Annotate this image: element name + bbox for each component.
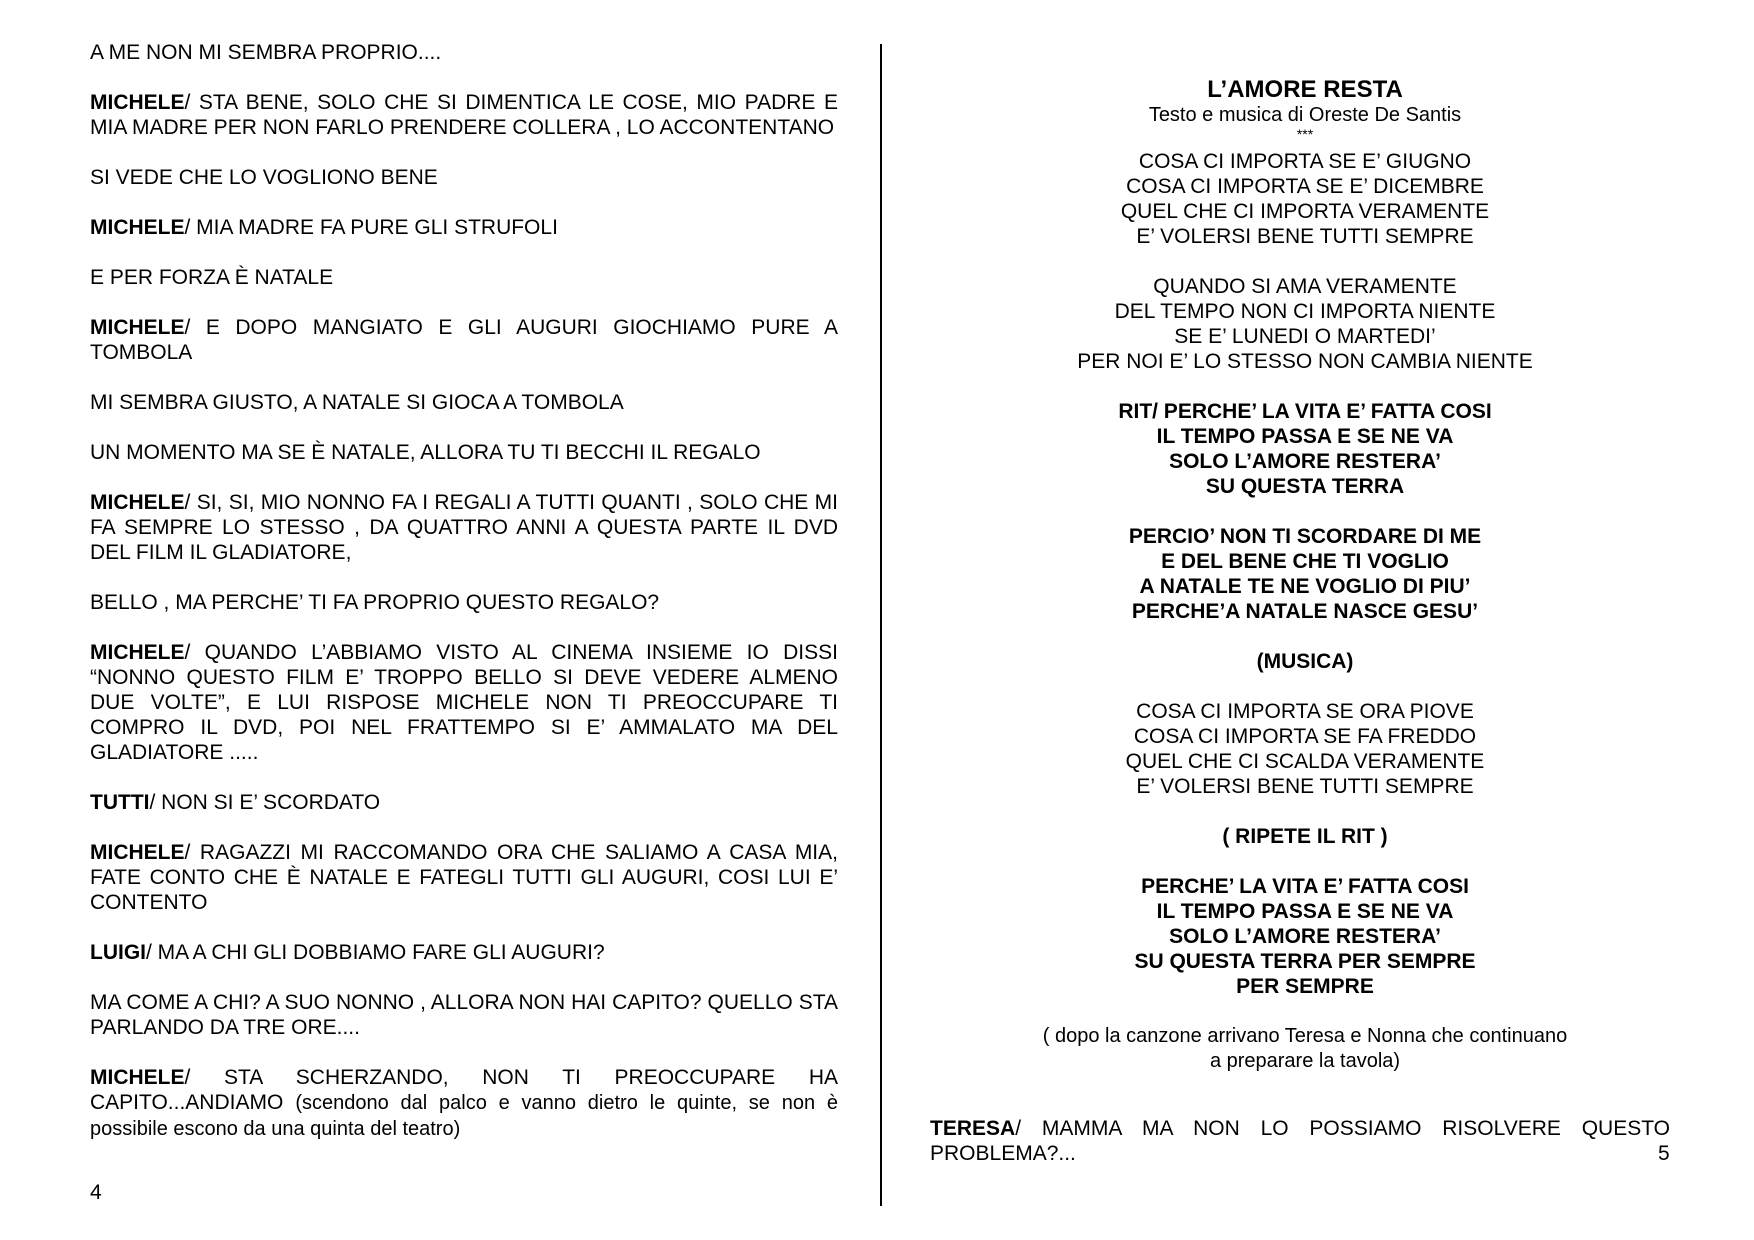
dialogue-paragraph: MI SEMBRA GIUSTO, A NATALE SI GIOCA A TOMBOLA (90, 391, 624, 414)
song-stanza (930, 874, 1680, 999)
lyric-line: QUEL CHE CI IMPORTA VERAMENTE (1120, 200, 1490, 223)
lyric-line: COSA CI IMPORTA SE E’ DICEMBRE (1126, 175, 1484, 198)
lyric-line: ( RIPETE IL RIT ) (1222, 825, 1388, 848)
song-stanza (930, 824, 1680, 849)
dialogue-paragraph: MICHELE/ STA BENE, SOLO CHE SI DIMENTICA LE COSE, MIO PADRE E MIA MADRE PER NON FARLO PRENDERE COLLERA , LO ACCONTENTANO (90, 91, 838, 139)
speaker-name: MICHELE (90, 841, 185, 864)
speaker-name: LUIGI (90, 941, 146, 964)
lyric-line: SE E’ LUNEDI O MARTEDI’ (1174, 325, 1436, 348)
lyric-line: PER NOI E’ LO STESSO NON CAMBIA NIENTE (1077, 350, 1533, 373)
song-title: L’AMORE RESTA (1207, 76, 1403, 103)
song-credit: Testo e musica di Oreste De Santis (1148, 104, 1462, 126)
lyric-line: RIT/ PERCHE’ LA VITA E’ FATTA COSI (1118, 400, 1492, 423)
lyric-line: PERCIO’ NON TI SCORDARE DI ME (1128, 525, 1482, 548)
lyric-line: COSA CI IMPORTA SE FA FREDDO (1133, 725, 1477, 748)
dialogue-paragraph: MA COME A CHI? A SUO NONNO , ALLORA NON HAI CAPITO? QUELLO STA PARLANDO DA TRE ORE.... (90, 991, 838, 1039)
song-stanza (930, 699, 1680, 799)
speaker-name: MICHELE (90, 1066, 185, 1089)
lyric-line: PERCHE’ LA VITA E’ FATTA COSI (1141, 875, 1469, 898)
lyric-line: E’ VOLERSI BENE TUTTI SEMPRE (1136, 775, 1474, 798)
dialogue-paragraph: MICHELE/ MIA MADRE FA PURE GLI STRUFOLI (90, 216, 558, 239)
lyric-line: PERCHE’A NATALE NASCE GESU’ (1131, 600, 1479, 623)
dialogue-paragraph: E PER FORZA È NATALE (90, 266, 334, 289)
dialogue-paragraph: BELLO , MA PERCHE’ TI FA PROPRIO QUESTO REGALO? (90, 591, 660, 614)
speaker-name: MICHELE (90, 316, 185, 339)
dialogue-paragraph: MICHELE/ RAGAZZI MI RACCOMANDO ORA CHE SALIAMO A CASA MIA, FATE CONTO CHE È NATALE E FATEGLI TUTTI GLI AUGURI, COSI LUI E’ CONTENTO (90, 841, 838, 914)
speaker-name: MICHELE (90, 641, 185, 664)
lyric-line: SOLO L’AMORE RESTERA’ (1169, 925, 1441, 948)
separator: *** (1296, 126, 1314, 142)
dialogue-paragraph: TUTTI/ NON SI E’ SCORDATO (90, 791, 381, 814)
lyric-line: PER SEMPRE (1236, 975, 1374, 998)
page-divider (880, 44, 882, 1206)
lyric-line: E’ VOLERSI BENE TUTTI SEMPRE (1136, 225, 1474, 248)
song-stanza (930, 274, 1680, 374)
left-page (90, 40, 838, 1142)
speaker-name: MICHELE (90, 491, 185, 514)
dialogue-paragraph: LUIGI/ MA A CHI GLI DOBBIAMO FARE GLI AUGURI? (90, 941, 605, 964)
dialogue-paragraph: A ME NON MI SEMBRA PROPRIO.... (90, 41, 442, 64)
lyric-line: COSA CI IMPORTA SE ORA PIOVE (1136, 700, 1474, 723)
stage-note: ( dopo la canzone arrivano Teresa e Nonna che continuano a preparare la tavola) (1042, 1025, 1568, 1072)
speaker-name: MICHELE (90, 91, 185, 114)
song-stanza (930, 524, 1680, 624)
lyric-line: SU QUESTA TERRA PER SEMPRE (1134, 950, 1476, 973)
dialogue-paragraph: MICHELE/ QUANDO L’ABBIAMO VISTO AL CINEMA INSIEME IO DISSI “NONNO QUESTO FILM E’ TROPPO BELLO SI DEVE VEDERE ALMENO DUE VOLTE”, E LUI RISPOSE MICHELE NON TI PREOCCUPARE TI COMPRO IL DVD, POI NEL FRATTEMPO SI E’ AMMALATO MA DEL GLADIATORE ..... (90, 641, 838, 764)
lyric-line: QUANDO SI AMA VERAMENTE (1153, 275, 1457, 298)
song-stanza (930, 649, 1680, 674)
song-stanza (930, 149, 1680, 249)
lyric-line: DEL TEMPO NON CI IMPORTA NIENTE (1114, 300, 1496, 323)
page-number-right: 5 (1658, 1142, 1670, 1165)
speaker-name: TERESA (930, 1117, 1016, 1140)
lyric-line: (MUSICA) (1256, 650, 1354, 673)
lyric-line: COSA CI IMPORTA SE E’ GIUGNO (1138, 150, 1472, 173)
lyric-line: SU QUESTA TERRA (1205, 475, 1405, 498)
stage-direction: (scendono dal palco e vanno dietro le quinte, se non è possibile escono da una quinta del teatro) (90, 1092, 838, 1140)
lyric-line: SOLO L’AMORE RESTERA’ (1169, 450, 1441, 473)
page-number-left: 4 (90, 1181, 102, 1204)
dialogue-paragraph: UN MOMENTO MA SE È NATALE, ALLORA TU TI BECCHI IL REGALO (90, 441, 761, 464)
dialogue-paragraph: TERESA/ MAMMA MA NON LO POSSIAMO RISOLVERE QUESTO PROBLEMA?... (930, 1117, 1670, 1165)
right-page (930, 40, 1680, 1089)
song-stanza (930, 399, 1680, 499)
speaker-name: MICHELE (90, 216, 185, 239)
dialogue-paragraph: SI VEDE CHE LO VOGLIONO BENE (90, 166, 438, 189)
song-lyrics (930, 149, 1680, 999)
dialogue-paragraph: MICHELE/ STA SCHERZANDO, NON TI PREOCCUPARE HA CAPITO...ANDIAMO (scendono dal palco e vanno dietro le quinte, se non è possibile escono da una quinta del teatro) (90, 1066, 838, 1140)
song (930, 76, 1680, 999)
lyric-line: IL TEMPO PASSA E SE NE VA (1156, 900, 1454, 923)
dialogue-paragraph: MICHELE/ SI, SI, MIO NONNO FA I REGALI A TUTTI QUANTI , SOLO CHE MI FA SEMPRE LO STESSO , DA QUATTRO ANNI A QUESTA PARTE IL DVD DEL FILM IL GLADIATORE, (90, 491, 838, 564)
lyric-line: IL TEMPO PASSA E SE NE VA (1156, 425, 1454, 448)
speaker-name: TUTTI (90, 791, 150, 814)
lyric-line: A NATALE TE NE VOGLIO DI PIU’ (1139, 575, 1471, 598)
lyric-line: E DEL BENE CHE TI VOGLIO (1161, 550, 1449, 573)
lyric-line: QUEL CHE CI SCALDA VERAMENTE (1125, 750, 1485, 773)
dialogue-paragraph: MICHELE/ E DOPO MANGIATO E GLI AUGURI GIOCHIAMO PURE A TOMBOLA (90, 316, 838, 364)
